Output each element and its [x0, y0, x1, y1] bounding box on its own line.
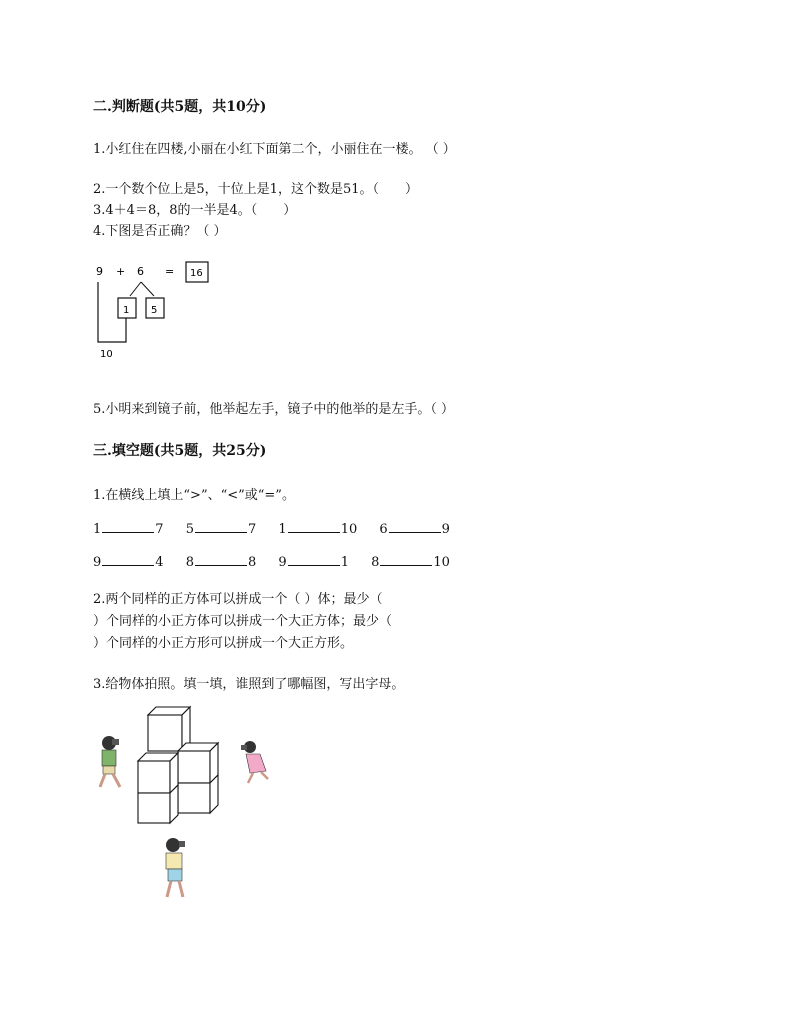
camera-icon — [179, 841, 185, 847]
compare-right: 4 — [155, 555, 164, 570]
child-body — [102, 750, 116, 766]
child-shorts — [103, 766, 115, 774]
fill-q2-line2: ）个同样的小正方体可以拼成一个大正方体；最少（ — [93, 614, 393, 629]
cube-photo-illustration — [90, 705, 290, 910]
result-16: 16 — [190, 268, 203, 279]
ten-label: 10 — [100, 349, 113, 360]
cube-front-face — [138, 793, 170, 823]
cube-stack — [138, 707, 218, 823]
answer-blank[interactable] — [195, 553, 247, 566]
compare-left: 5 — [185, 522, 194, 537]
compare-left: 1 — [278, 522, 287, 537]
compare-right: 9 — [441, 522, 450, 537]
part-1: 1 — [123, 305, 130, 316]
child-shorts — [168, 869, 182, 881]
split-line-left — [130, 282, 141, 296]
answer-blank[interactable] — [195, 520, 247, 533]
compare-right: 10 — [340, 522, 358, 537]
compare-item — [186, 553, 257, 570]
child-leg — [248, 773, 253, 783]
fill-q2-line1: 2.两个同样的正方体可以拼成一个（ ）体；最少（ — [93, 592, 383, 607]
fill-q1: 1.在横线上填上“>”、“<”或“=”。 — [93, 488, 295, 503]
child-body — [166, 853, 182, 869]
judge-q2: 2.一个数个位上是5，十位上是1，这个数是51。（ ） — [93, 182, 418, 197]
compare-item — [371, 553, 450, 570]
compare-right: 7 — [155, 522, 164, 537]
compare-item — [278, 520, 357, 537]
cube-front-face — [138, 761, 170, 793]
answer-blank[interactable] — [102, 520, 154, 533]
judge-q3: 3.4＋4＝8，8的一半是4。（ ） — [93, 203, 297, 218]
child-leg — [179, 881, 183, 897]
compare-row-2 — [93, 553, 468, 570]
compare-item — [278, 553, 349, 570]
compare-left: 8 — [185, 555, 194, 570]
photographer-bottom — [166, 838, 185, 897]
compare-right: 1 — [340, 555, 349, 570]
fill-q3: 3.给物体拍照。填一填，谁照到了哪幅图，写出字母。 — [93, 677, 405, 692]
fill-q2-line3: ）个同样的小正方形可以拼成一个大正方形。 — [93, 636, 354, 651]
section-2-heading: 二.判断题(共5题，共10分) — [93, 99, 267, 115]
compare-item — [93, 520, 164, 537]
cube-front-face — [178, 751, 210, 783]
compare-right: 7 — [247, 522, 257, 537]
answer-blank[interactable] — [288, 553, 340, 566]
make-ten-diagram — [88, 258, 228, 362]
compare-left: 9 — [278, 555, 287, 570]
compare-right: 8 — [247, 555, 257, 570]
compare-right: 10 — [433, 555, 450, 570]
answer-blank[interactable] — [102, 553, 154, 566]
child-leg — [100, 774, 105, 787]
judge-q5: 5.小明来到镜子前，他举起左手，镜子中的他举的是左手。（ ） — [93, 402, 455, 417]
split-line-right — [141, 282, 154, 296]
part-2: 5 — [151, 305, 158, 316]
photographer-left — [100, 736, 120, 787]
photographer-right — [241, 741, 268, 783]
section-3-heading: 三.填空题(共5题，共25分) — [93, 443, 267, 459]
addend-9: 9 — [96, 265, 103, 278]
compare-item — [379, 520, 450, 537]
answer-blank[interactable] — [389, 520, 441, 533]
compare-row-1 — [93, 520, 468, 537]
cube-front-face — [148, 715, 182, 751]
child-leg — [167, 881, 171, 897]
judge-q1: 1.小红住在四楼,小丽在小红下面第二个，小丽住在一楼。 （ ） — [93, 142, 456, 157]
answer-blank[interactable] — [380, 553, 432, 566]
child-leg — [261, 772, 268, 779]
plus-sign: + — [116, 265, 126, 278]
child-leg — [113, 774, 120, 787]
compare-item — [186, 520, 257, 537]
addend-6: 6 — [137, 265, 144, 278]
compare-left: 9 — [93, 555, 102, 570]
child-head — [166, 838, 180, 852]
answer-blank[interactable] — [288, 520, 340, 533]
judge-q4: 4.下图是否正确？（ ） — [93, 224, 227, 239]
compare-left: 1 — [93, 522, 102, 537]
compare-item — [93, 553, 164, 570]
camera-icon — [112, 739, 119, 745]
cube-front-face — [178, 783, 210, 813]
ten-bracket — [98, 282, 126, 342]
child-dress — [246, 754, 266, 773]
camera-icon — [241, 745, 247, 750]
compare-left: 6 — [379, 522, 388, 537]
compare-left: 8 — [371, 555, 380, 570]
equals-sign: = — [165, 265, 175, 278]
